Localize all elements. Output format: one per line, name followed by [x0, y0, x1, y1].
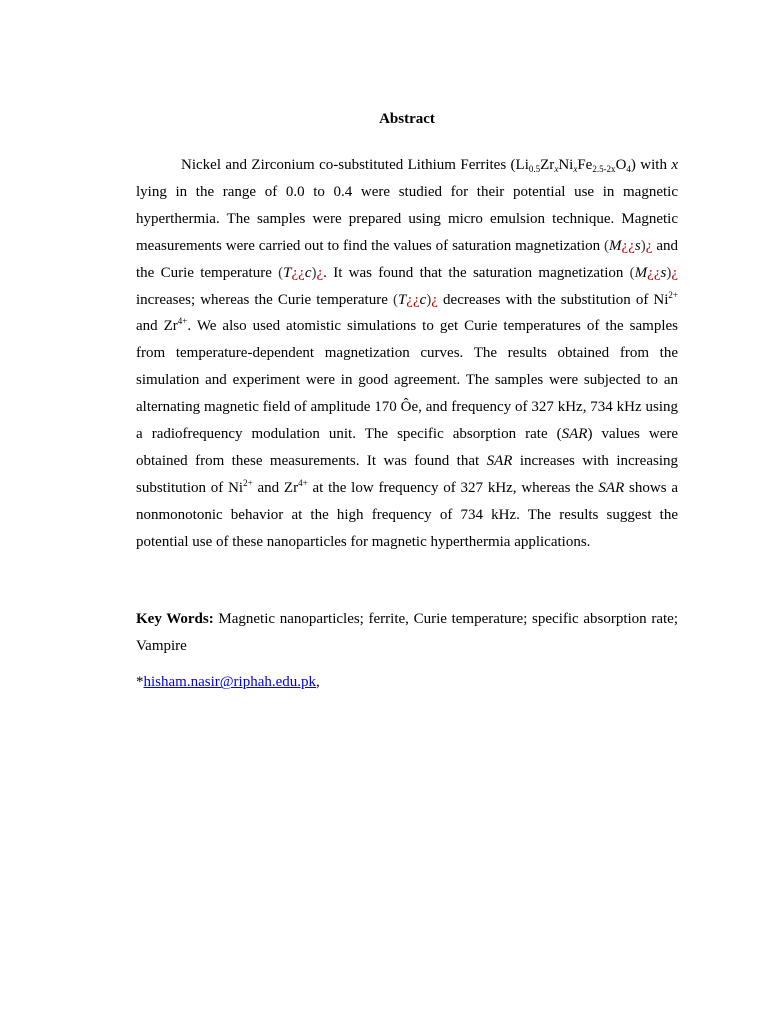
equation-variable: s — [660, 264, 667, 281]
equation-paren: ( — [629, 264, 635, 281]
subscript: x — [573, 164, 578, 174]
superscript: 2+ — [668, 289, 678, 300]
abstract-text: Fe — [577, 157, 593, 173]
equation-variable: s — [634, 237, 641, 254]
equation-glyph: ¿¿ — [406, 291, 420, 308]
equation-ms — [604, 238, 652, 254]
variable-x: x — [671, 157, 679, 173]
abstract-text: O — [615, 157, 627, 173]
equation-paren: ) — [311, 264, 317, 281]
equation-glyph: ¿ — [316, 264, 324, 281]
subscript: 4 — [626, 164, 631, 174]
abstract-text: . We also used atomistic simulations to get Curie temperatures of the samples from temperature-dependent magnetization curves. The results obtained from the simulation and experiment were in good agreement. The samples were subjected to an alternating magnetic field of amplitude 170 Ôe, and frequency of 327 kHz, 734 kHz using a radiofrequency modulation unit. The specific absorption rate ( — [136, 318, 678, 443]
email-link[interactable]: hisham.nasir@riphah.edu.pk — [143, 674, 317, 691]
equation-glyph: ¿¿ — [621, 237, 635, 254]
equation-paren: ) — [666, 264, 672, 281]
document-page — [136, 106, 678, 696]
equation-glyph: ¿¿ — [647, 264, 661, 281]
abstract-text: decreases with the substitution of Ni — [437, 291, 669, 308]
sar-term: SAR — [561, 426, 588, 443]
equation-paren: ( — [604, 237, 610, 254]
abstract-text: at the low frequency of 327 kHz, whereas the — [307, 479, 599, 496]
trailing-punctuation: , — [316, 674, 320, 691]
abstract-text: ) values were obtained from these measurements. It was found that — [136, 426, 678, 469]
abstract-text: . It was found that the saturation magnetization — [323, 264, 630, 281]
abstract-text: and Zr — [136, 318, 178, 335]
abstract-text: Ni — [558, 157, 574, 173]
equation-glyph: ¿ — [431, 291, 438, 308]
equation-paren: ) — [426, 291, 432, 308]
abstract-text: and the Curie temperature — [136, 237, 678, 281]
equation-variable: T — [397, 291, 407, 308]
equation-tc — [278, 265, 323, 281]
abstract-text: ) with — [630, 157, 672, 173]
abstract-text: lying in the range of 0.0 to 0.4 were studied for their potential use in magnetic hyperthermia. The samples were prepared using micro emulsion technique. Magnetic measurements were carried out to find the values of saturation magnetization — [136, 183, 678, 254]
equation-ms — [630, 265, 678, 281]
keywords-text: Magnetic nanoparticles; ferrite, Curie temperature; specific absorption rate; Vampire — [136, 610, 678, 654]
keywords-paragraph — [136, 606, 678, 660]
subscript: 2.5-2x — [592, 164, 616, 174]
subscript: x — [554, 164, 559, 174]
superscript: 4+ — [177, 316, 188, 327]
superscript: 4+ — [298, 477, 308, 488]
abstract-text: increases with increasing substitution of Ni — [136, 452, 678, 496]
subscript: 0.5 — [528, 164, 541, 174]
abstract-text: and Zr — [252, 479, 299, 496]
abstract-text: Nickel and Zirconium co-substituted Lithium Ferrites (Li — [181, 157, 529, 173]
equation-variable: M — [634, 264, 648, 281]
abstract-heading: Abstract — [379, 111, 435, 127]
abstract-text: increases; whereas the Curie temperature — [136, 291, 393, 308]
equation-variable: c — [304, 264, 312, 281]
asterisk-marker: * — [136, 674, 144, 691]
equation-paren: ( — [278, 264, 284, 281]
abstract-text: Zr — [540, 157, 555, 173]
equation-glyph: ¿ — [671, 264, 679, 281]
superscript: 2+ — [243, 477, 253, 488]
equation-tc — [393, 292, 438, 308]
sar-term: SAR — [598, 479, 625, 496]
equation-glyph: ¿¿ — [291, 264, 305, 281]
contact-line — [136, 669, 678, 696]
keywords-label: Key Words: — [136, 610, 214, 627]
equation-variable: c — [419, 291, 427, 308]
sar-term: SAR — [486, 452, 513, 469]
abstract-paragraph — [136, 152, 678, 556]
equation-glyph: ¿ — [645, 237, 653, 254]
equation-variable: M — [609, 237, 622, 254]
equation-paren: ( — [392, 291, 398, 308]
equation-variable: T — [283, 264, 292, 281]
equation-paren: ) — [640, 237, 646, 254]
abstract-text: shows a nonmonotonic behavior at the high frequency of 734 kHz. The results suggest the potential use of these nanoparticles for magnetic hyperthermia applications. — [136, 479, 678, 550]
